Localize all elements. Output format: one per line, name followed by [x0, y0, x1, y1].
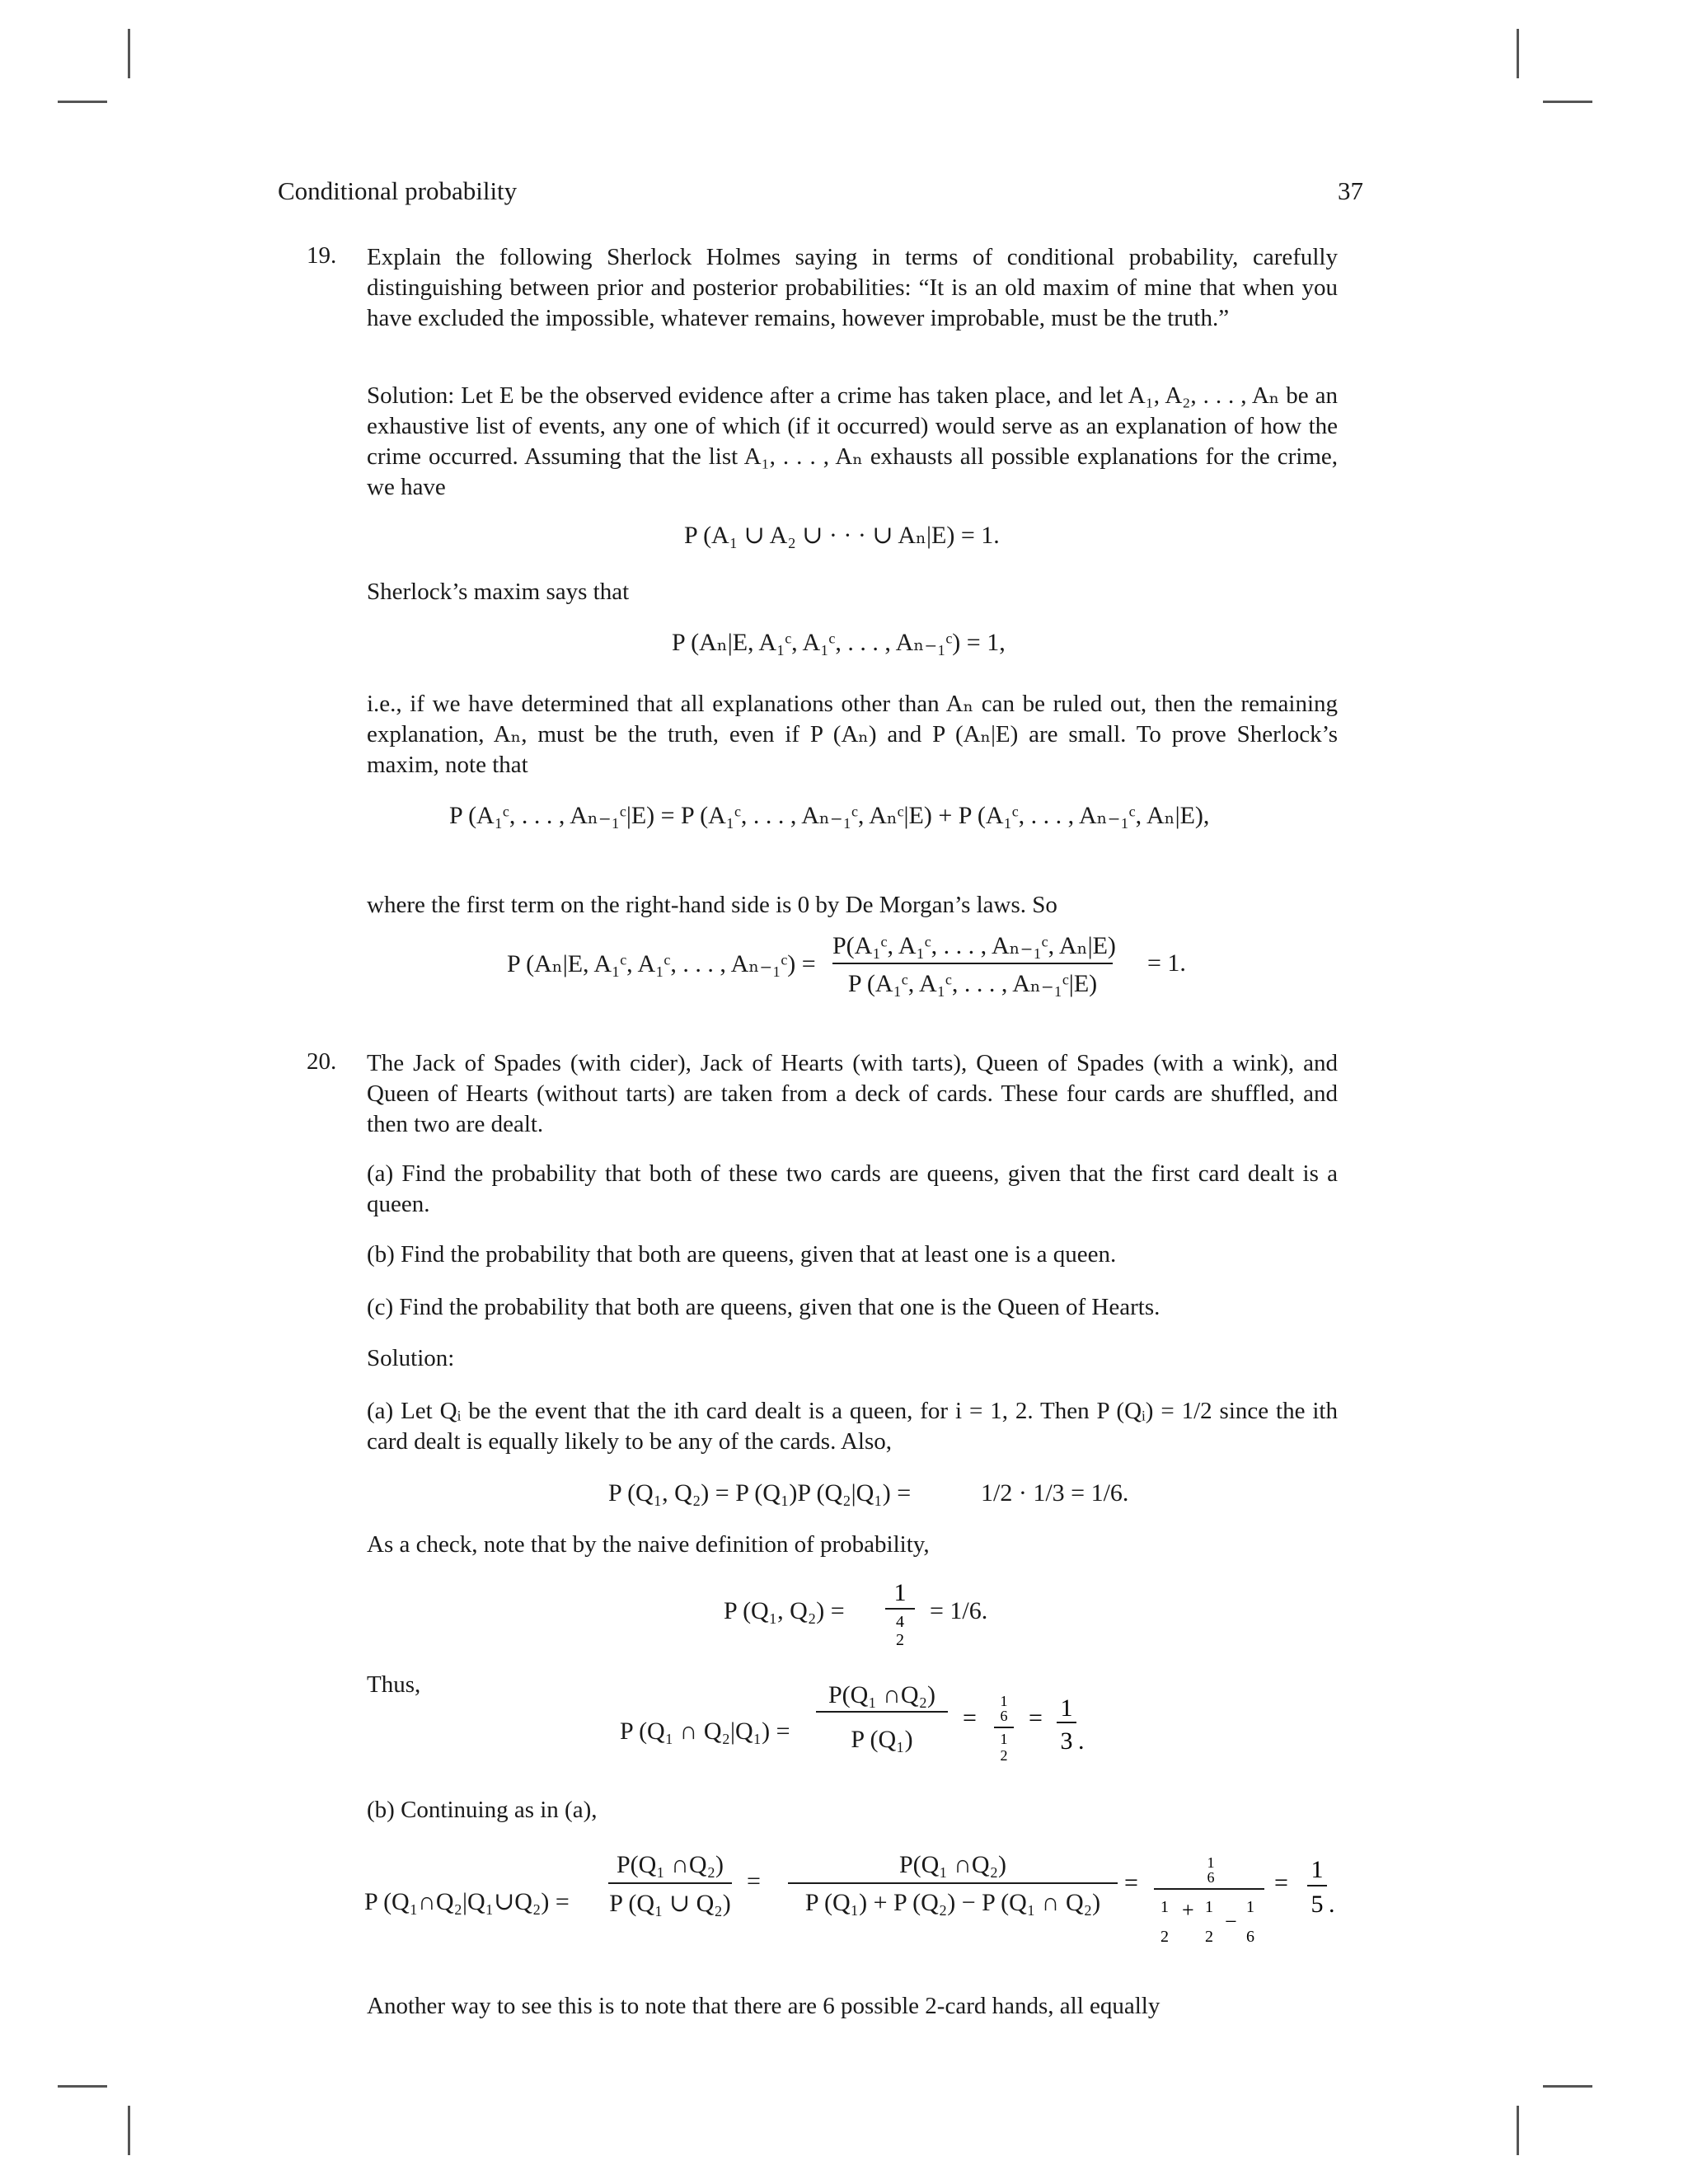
equation-conditional-lhs: P (Q₁ ∩ Q₂|Q₁) =: [620, 1718, 790, 1745]
svg-text:2: 2: [1000, 1747, 1008, 1764]
where-paragraph: where the first term on the right-hand side is 0 by De Morgan’s laws. So: [367, 892, 1057, 918]
svg-text:3: 3: [1060, 1727, 1073, 1755]
svg-text:1: 1: [1000, 1693, 1008, 1709]
solution-a-text: (a) Let Qᵢ be the event that the ith card dealt is a queen, for i = 1, 2. Then P (Qᵢ) = 1/2 since the ith card dealt is equally likely to be any of the cards. Also,: [367, 1398, 1338, 1455]
svg-text:.: .: [1078, 1727, 1085, 1755]
crop-mark: [1517, 2106, 1519, 2155]
svg-text:6: 6: [1246, 1928, 1254, 1946]
problem-20-part-b: (b) Find the probability that both are queens, given that at least one is a queen.: [367, 1241, 1117, 1268]
ie-paragraph: i.e., if we have determined that all explanations other than Aₙ can be ruled out, then the remaining explanation, Aₙ, must be the truth, even if P (Aₙ) and P (Aₙ|E) are small. To prove Sherlock’s maxim, note that: [367, 691, 1338, 778]
binomial-fraction: [880, 1576, 920, 1648]
page-number: 37: [1338, 176, 1363, 205]
problem-20-part-a: (a) Find the probability that both of these two cards are queens, given that the first card dealt is a queen.: [367, 1160, 1338, 1217]
equation-conditional-result: [956, 1673, 1088, 1772]
svg-text:6: 6: [1000, 1708, 1008, 1724]
equation-proof-rhs: = 1.: [1147, 949, 1186, 977]
svg-text:1: 1: [893, 1579, 907, 1606]
fraction-bar: [816, 1711, 948, 1713]
equation-proof-denominator: P (A₁ᶜ, A₁ᶜ, . . . , Aₙ₋₁ᶜ|E): [847, 970, 1098, 997]
maxim-line: Sherlock’s maxim says that: [367, 579, 630, 605]
svg-text:2: 2: [1205, 1928, 1213, 1946]
crop-mark: [58, 101, 107, 103]
solution-label: Solution:: [367, 1345, 455, 1371]
equation-b-result: [1124, 1838, 1339, 1961]
svg-text:.: .: [1329, 1891, 1335, 1918]
svg-text:=: =: [1029, 1704, 1043, 1732]
crop-mark: [1517, 29, 1519, 78]
svg-text:1: 1: [1060, 1694, 1073, 1722]
svg-text:+: +: [1182, 1898, 1194, 1922]
svg-text:=: =: [1124, 1869, 1138, 1896]
check-text: As a check, note that by the naive definition of probability,: [367, 1531, 930, 1558]
equation-proof-numerator: P(A₁ᶜ, A₁ᶜ, . . . , Aₙ₋₁ᶜ, Aₙ|E): [832, 932, 1116, 959]
equation-b-denominator-2: P (Q₁) + P (Q₂) − P (Q₁ ∩ Q₂): [804, 1889, 1101, 1916]
equation-q1q2-rhs: 1/2 · 1/3 = 1/6.: [981, 1479, 1129, 1507]
problem-20-part-c: (c) Find the probability that both are queens, given that one is the Queen of Hearts.: [367, 1294, 1160, 1320]
running-header: Conditional probability: [278, 176, 518, 205]
equation-decomposition: P (A₁ᶜ, . . . , Aₙ₋₁ᶜ|E) = P (A₁ᶜ, . . . , Aₙ₋₁ᶜ, Aₙᶜ|E) + P (A₁ᶜ, . . . , Aₙ₋₁ᶜ, Aₙ|E),: [449, 802, 1210, 829]
solution-b-text: (b) Continuing as in (a),: [367, 1797, 598, 1823]
thus-label: Thus,: [367, 1671, 421, 1698]
svg-text:1: 1: [1205, 1898, 1213, 1916]
crop-mark: [1543, 101, 1592, 103]
problem-number-19: 19.: [307, 242, 337, 269]
svg-text:1: 1: [1000, 1731, 1008, 1747]
problem-number-20: 20.: [307, 1048, 337, 1075]
equation-q1q2-lhs: P (Q₁, Q₂) = P (Q₁)P (Q₂|Q₁) =: [608, 1479, 912, 1507]
problem-19-solution-intro: Solution: Let E be the observed evidence after a crime has taken place, and let A₁, A₂, . . . , Aₙ be an exhaustive list of events, any one of which (if it occurred) would serve as an explanation of how the crime occurred. Assuming that the list A₁, . . . , Aₙ exhausts all possible explanations for the crime, we have: [367, 382, 1338, 500]
svg-text:1: 1: [1207, 1854, 1215, 1871]
fraction-bar: [832, 963, 1113, 964]
crop-mark: [128, 2106, 130, 2155]
equation-b-numerator-1: P(Q₁ ∩Q₂): [616, 1851, 724, 1878]
equation-conditional-denominator: P (Q₁): [851, 1726, 913, 1753]
final-line: Another way to see this is to note that there are 6 possible 2-card hands, all equally: [367, 1993, 1160, 2019]
fraction-bar: [788, 1882, 1118, 1884]
equals-sign: =: [747, 1868, 761, 1895]
svg-text:4: 4: [896, 1613, 904, 1631]
equation-proof-lhs: P (Aₙ|E, A₁ᶜ, A₁ᶜ, . . . , Aₙ₋₁ᶜ) =: [507, 950, 816, 977]
equation-union: P (A₁ ∪ A₂ ∪ · · · ∪ Aₙ|E) = 1.: [684, 522, 1000, 549]
svg-text:1: 1: [1246, 1898, 1254, 1916]
equation-b-numerator-2: P(Q₁ ∩Q₂): [898, 1851, 1007, 1878]
svg-text:1: 1: [1160, 1898, 1169, 1916]
svg-text:6: 6: [1207, 1869, 1215, 1886]
svg-text:5: 5: [1311, 1891, 1324, 1918]
crop-mark: [1543, 2085, 1592, 2088]
problem-19-question: Explain the following Sherlock Holmes saying in terms of conditional probability, carefully distinguishing between prior and posterior probabilities: “It is an old maxim of mine that when you have excluded the impossible, whatever remains, however improbable, must be the truth.”: [367, 244, 1338, 331]
fraction-bar: [608, 1882, 732, 1884]
equation-conditional-numerator: P(Q₁ ∩Q₂): [828, 1681, 936, 1708]
svg-text:−: −: [1225, 1910, 1237, 1933]
svg-text:1: 1: [1311, 1856, 1324, 1883]
svg-text:2: 2: [896, 1631, 904, 1648]
problem-20-question: The Jack of Spades (with cider), Jack of Hearts (with tarts), Queen of Spades (with a wink), and Queen of Hearts (without tarts) are taken from a deck of cards. These four cards are shuffled, and then two are dealt.: [367, 1050, 1338, 1137]
crop-mark: [58, 2085, 107, 2088]
equation-b-denominator-1: P (Q₁ ∪ Q₂): [609, 1890, 731, 1917]
equation-b-lhs: P (Q₁∩Q₂|Q₁∪Q₂) =: [364, 1888, 570, 1915]
equation-naive-lhs: P (Q₁, Q₂) =: [724, 1597, 845, 1624]
svg-text:2: 2: [1160, 1928, 1169, 1946]
svg-text:=: =: [963, 1704, 977, 1732]
svg-text:=: =: [1274, 1869, 1288, 1896]
equation-maxim: P (Aₙ|E, A₁ᶜ, A₁ᶜ, . . . , Aₙ₋₁ᶜ) = 1,: [672, 629, 1006, 656]
equation-naive-rhs: = 1/6.: [930, 1597, 988, 1624]
crop-mark: [128, 29, 130, 78]
